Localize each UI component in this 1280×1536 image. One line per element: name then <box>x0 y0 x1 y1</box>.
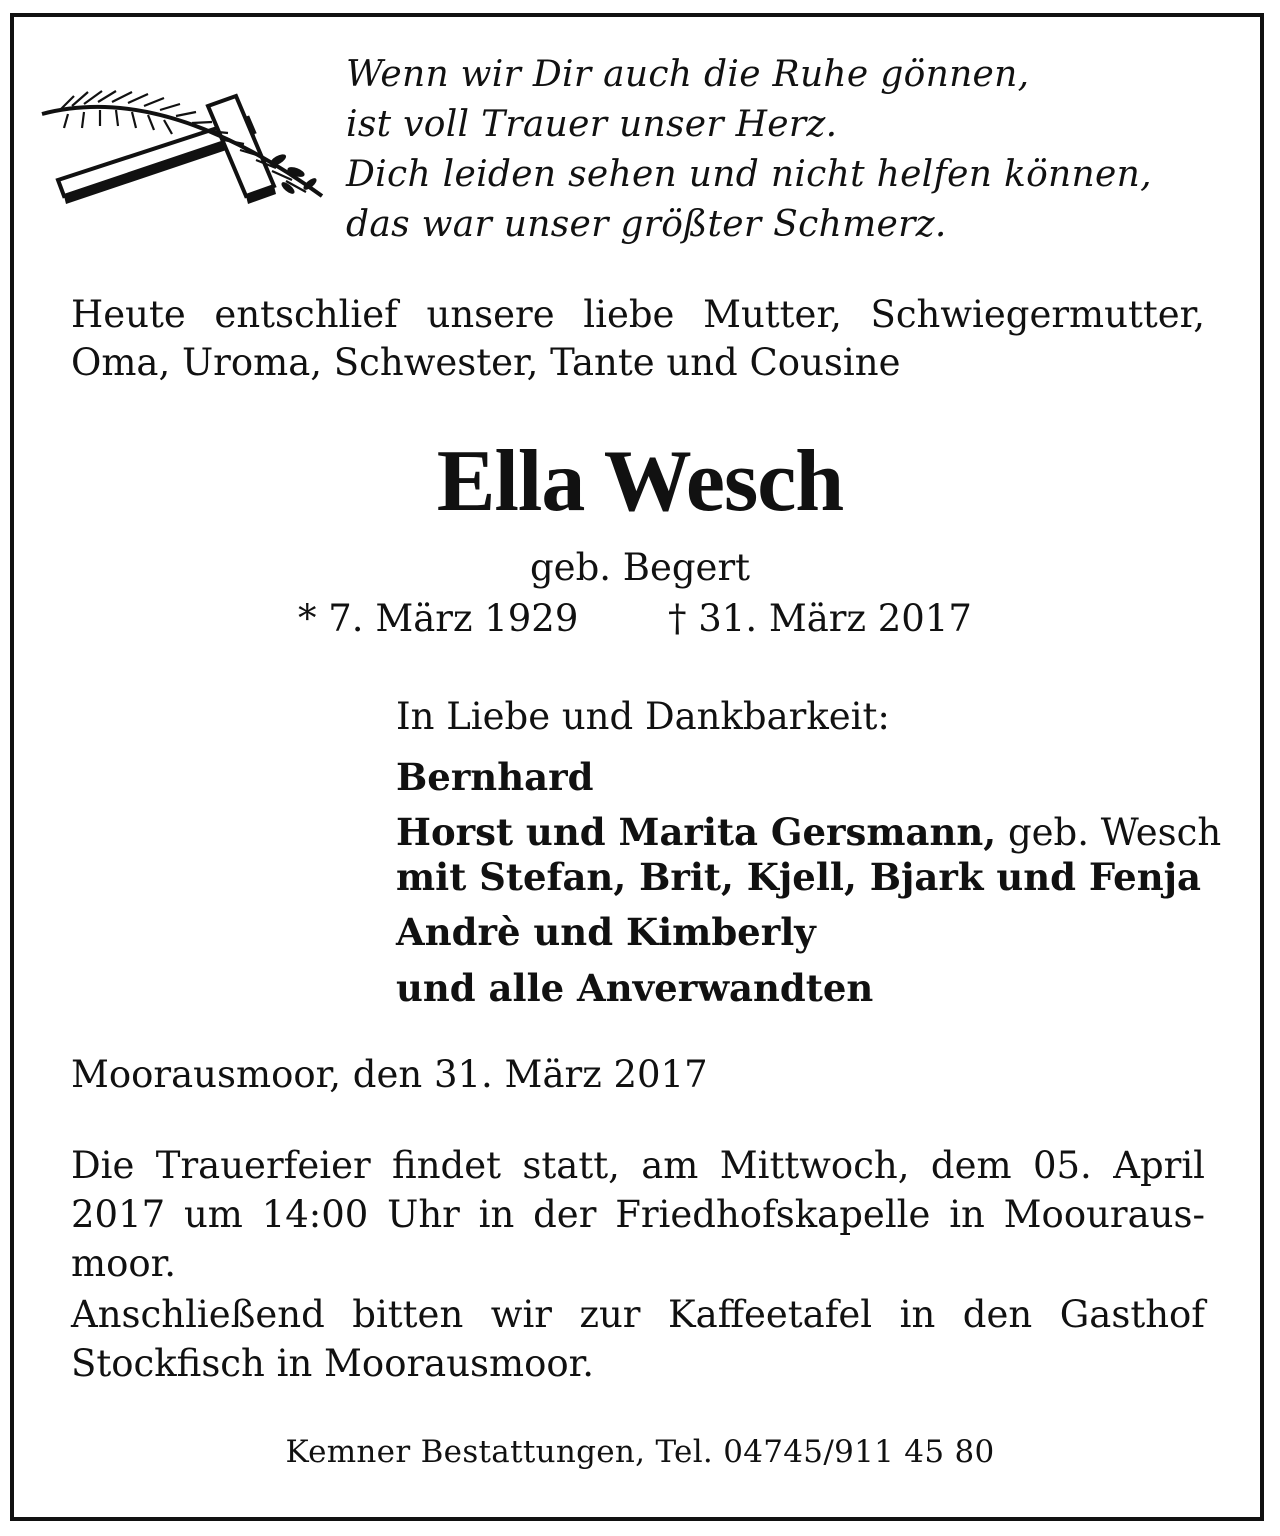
mourner-maiden-name: geb. Wesch <box>996 811 1222 854</box>
death-date: † 31. März 2017 <box>668 597 972 640</box>
mourners-list <box>396 694 1222 1011</box>
deceased-name: Ella Wesch <box>436 433 844 530</box>
funeral-line: Anschließend bitten wir zur Kaffeetafel in den Gasthof <box>71 1293 1205 1336</box>
funeral-line: 2017 um 14:00 Uhr in der Friedhofskapelle in Moouraus- <box>71 1193 1205 1236</box>
funeral-details <box>71 1141 1205 1388</box>
mourner-line: Bernhard <box>396 755 594 799</box>
poem-line: ist voll Trauer unser Herz. <box>346 104 838 145</box>
mourner-line <box>396 810 1222 855</box>
mourner-line: und alle Anverwandten <box>396 966 874 1010</box>
poem-line: Dich leiden sehen und nicht helfen können, <box>346 154 1152 195</box>
poem-line: das war unser größter Schmerz. <box>346 204 947 245</box>
mourners-intro: In Liebe und Dankbarkeit: <box>396 695 890 738</box>
place-and-date: Moorausmoor, den 31. März 2017 <box>71 1053 708 1096</box>
poem-line: Wenn wir Dir auch die Ruhe gönnen, <box>346 54 1030 95</box>
funeral-line: moor. <box>71 1242 177 1285</box>
mourner-name-bold: Horst und Marita Gersmann, <box>396 810 997 854</box>
cross-with-palm-branch-icon <box>40 88 330 223</box>
birth-date: * 7. März 1929 <box>298 597 579 640</box>
funeral-line: Stockfisch in Moorausmoor. <box>71 1342 595 1385</box>
announcement-intro <box>71 291 1205 387</box>
maiden-name: geb. Begert <box>529 546 750 589</box>
mourner-line: mit Stefan, Brit, Kjell, Bjark und Fenja <box>396 855 1201 899</box>
poem <box>346 50 1226 250</box>
funeral-line: Die Trauerfeier findet statt, am Mittwoch, dem 05. April <box>71 1144 1205 1187</box>
mourner-line: Andrè und Kimberly <box>396 910 816 954</box>
funeral-home-contact: Kemner Bestattungen, Tel. 04745/911 45 80 <box>285 1434 995 1470</box>
intro-line: Heute entschlief unsere liebe Mutter, Schwiegermutter, <box>71 293 1205 336</box>
intro-line: Oma, Uroma, Schwester, Tante und Cousine <box>71 341 901 384</box>
